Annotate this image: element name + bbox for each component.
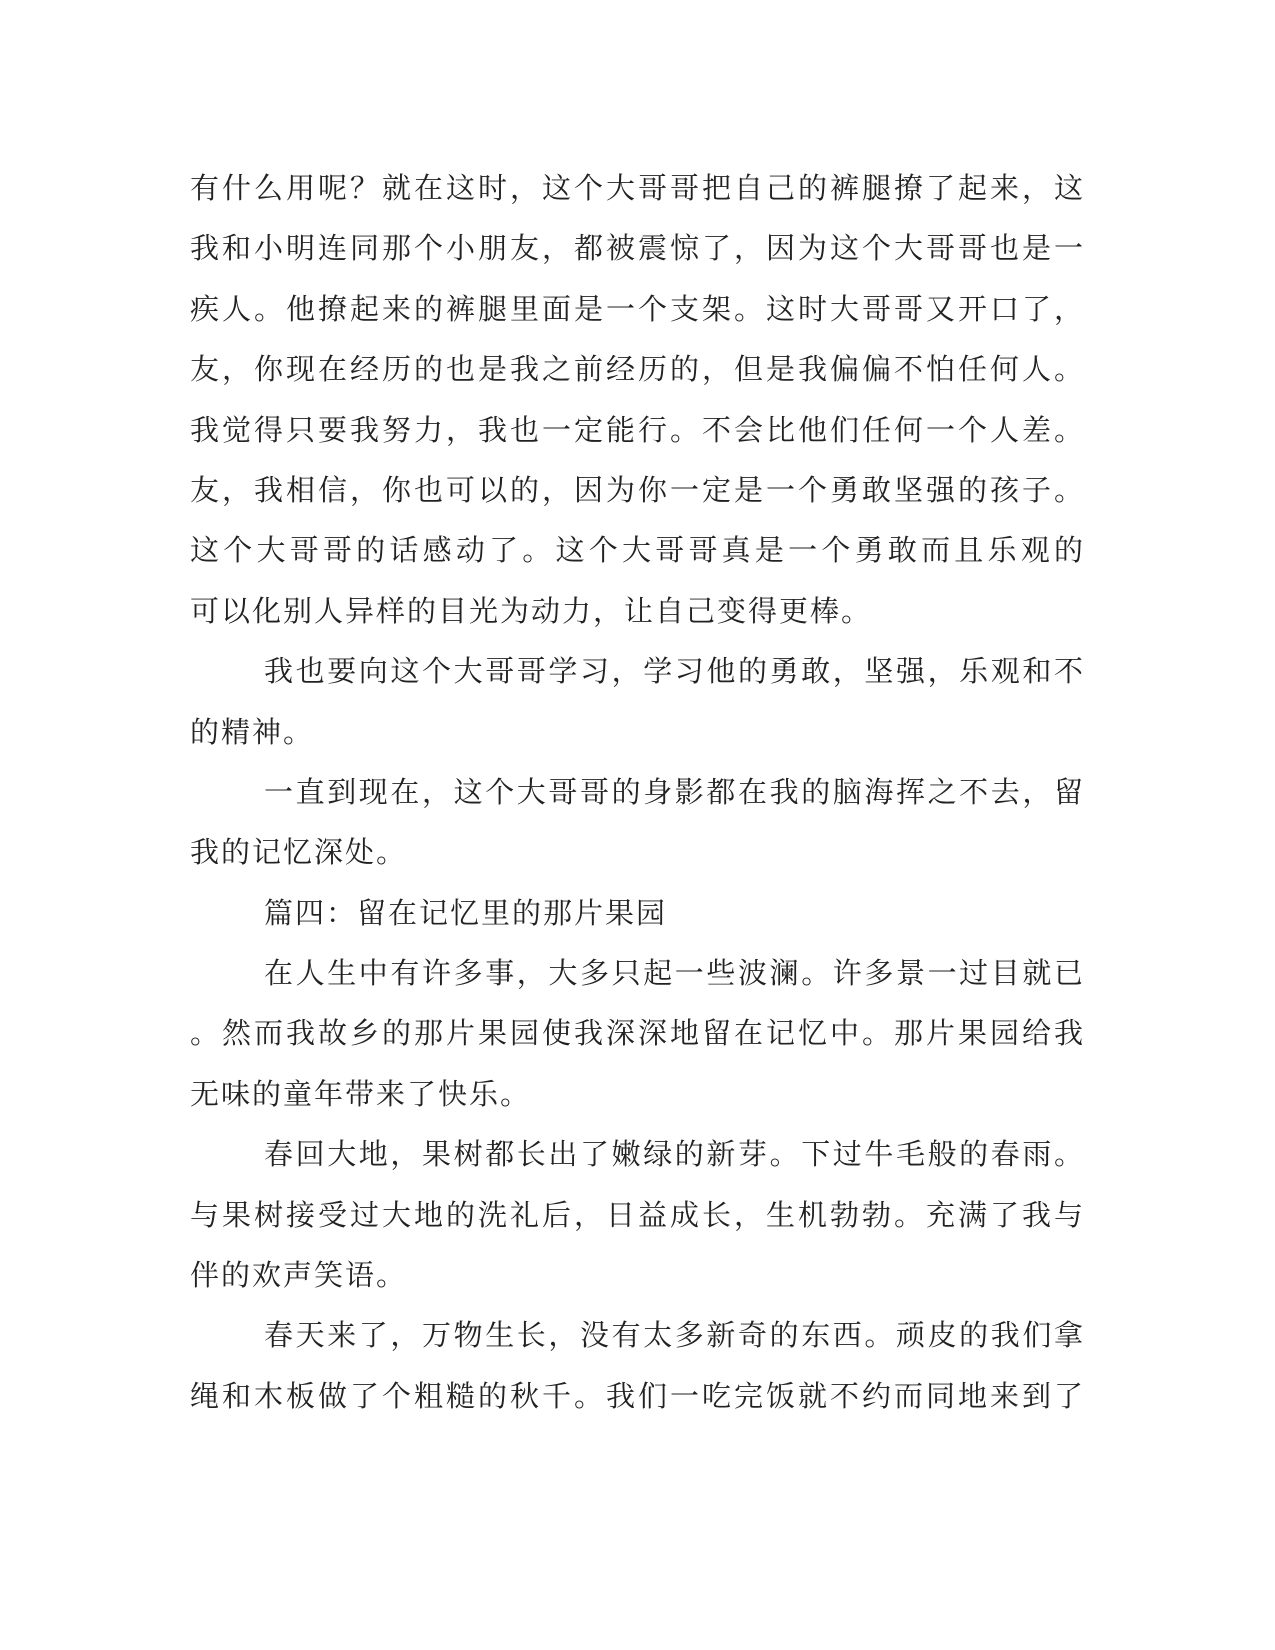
text-line: 疾人。他撩起来的裤腿里面是一个支架。这时大哥哥又开口了， [190,291,1085,326]
text-line: 绳和木板做了个粗糙的秋千。我们一吃完饭就不约而同地来到了 [190,1378,1085,1413]
text-line: 友，你现在经历的也是我之前经历的，但是我偏偏不怕任何人。 [190,352,1085,387]
text-line: 。然而我故乡的那片果园使我深深地留在记忆中。那片果园给我 [190,1016,1085,1051]
document-body [190,158,1085,1426]
text-line: 友，我相信，你也可以的，因为你一定是一个勇敢坚强的孩子。 [190,472,1085,507]
paragraph-start-line: 春天来了，万物生长，没有太多新奇的东西。顽皮的我们拿 [264,1318,1085,1353]
text-line: 我和小明连同那个小朋友，都被震惊了，因为这个大哥哥也是一 [190,231,1085,266]
paragraph-start-line: 春回大地，果树都长出了嫩绿的新芽。下过牛毛般的春雨。 [264,1137,1085,1172]
paragraph-start-line: 一直到现在，这个大哥哥的身影都在我的脑海挥之不去，留 [264,774,1085,809]
section-heading: 篇四：留在记忆里的那片果园 [264,895,668,930]
text-line: 无味的童年带来了快乐。 [190,1076,532,1111]
text-line: 的精神。 [190,714,315,749]
text-line: 我的记忆深处。 [190,835,408,870]
text-line: 有什么用呢？就在这时，这个大哥哥把自己的裤腿撩了起来，这 [190,171,1085,205]
text-line: 这个大哥哥的话感动了。这个大哥哥真是一个勇敢而且乐观的 [190,533,1085,568]
text-line: 我觉得只要我努力，我也一定能行。不会比他们任何一个人差。 [190,412,1085,447]
text-line: 可以化别人异样的目光为动力，让自己变得更棒。 [190,593,873,628]
paragraph-start-line: 在人生中有许多事，大多只起一些波澜。许多景一过目就已 [264,956,1085,991]
text-line: 与果树接受过大地的洗礼后，日益成长，生机勃勃。充满了我与 [190,1197,1085,1232]
paragraph-start-line: 我也要向这个大哥哥学习，学习他的勇敢，坚强，乐观和不 [264,654,1085,689]
text-line: 伴的欢声笑语。 [190,1258,408,1293]
